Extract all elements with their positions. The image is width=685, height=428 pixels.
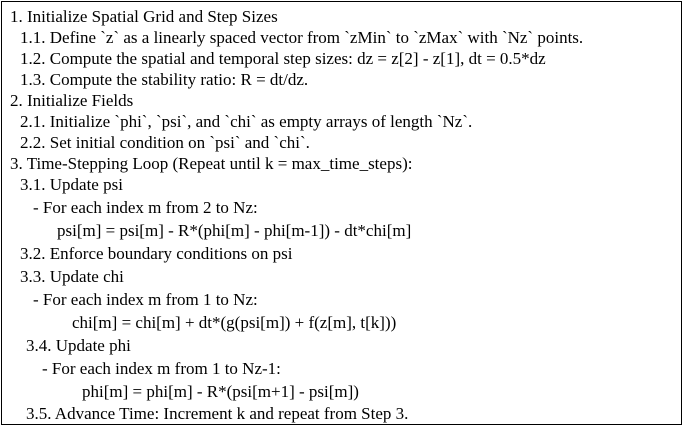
step-3-3-loop: - For each index m from 1 to Nz: — [33, 290, 258, 309]
step-1-1-text: 1.1. Define `z` as a linearly spaced vector from `zMin` to `zMax` with `Nz` points. — [20, 28, 584, 47]
step-1-3-text: 1.3. Compute the stability ratio: R = dt/dz. — [20, 70, 309, 89]
step-1-heading: 1. Initialize Spatial Grid and Step Sizes — [10, 7, 278, 26]
step-3-1-loop: - For each index m from 2 to Nz: — [33, 198, 258, 217]
step-3-1-text: 3.1. Update psi — [20, 175, 123, 194]
step-3-4-loop: - For each index m from 1 to Nz-1: — [42, 359, 281, 378]
step-3-1-equation: psi[m] = psi[m] - R*(phi[m] - phi[m-1]) - dt*chi[m] — [57, 221, 412, 240]
step-3-4-text: 3.4. Update phi — [26, 336, 131, 355]
step-1-2-text: 1.2. Compute the spatial and temporal step sizes: dz = z[2] - z[1], dt = 0.5*dz — [20, 49, 546, 68]
step-3-2-text: 3.2. Enforce boundary conditions on psi — [20, 244, 293, 263]
step-3-3-equation: chi[m] = chi[m] + dt*(g(psi[m]) + f(z[m], t[k])) — [72, 313, 397, 332]
step-3-4-equation: phi[m] = phi[m] - R*(psi[m+1] - psi[m]) — [82, 382, 359, 401]
step-3-heading: 3. Time-Stepping Loop (Repeat until k = max_time_steps): — [10, 154, 413, 173]
algorithm-box — [1, 1, 682, 425]
step-2-2-text: 2.2. Set initial condition on `psi` and `chi`. — [20, 133, 310, 152]
step-3-5-text: 3.5. Advance Time: Increment k and repeat from Step 3. — [26, 404, 409, 423]
step-2-heading: 2. Initialize Fields — [10, 91, 134, 110]
step-2-1-text: 2.1. Initialize `phi`, `psi`, and `chi` as empty arrays of length `Nz`. — [20, 112, 473, 131]
step-3-3-text: 3.3. Update chi — [20, 267, 124, 286]
